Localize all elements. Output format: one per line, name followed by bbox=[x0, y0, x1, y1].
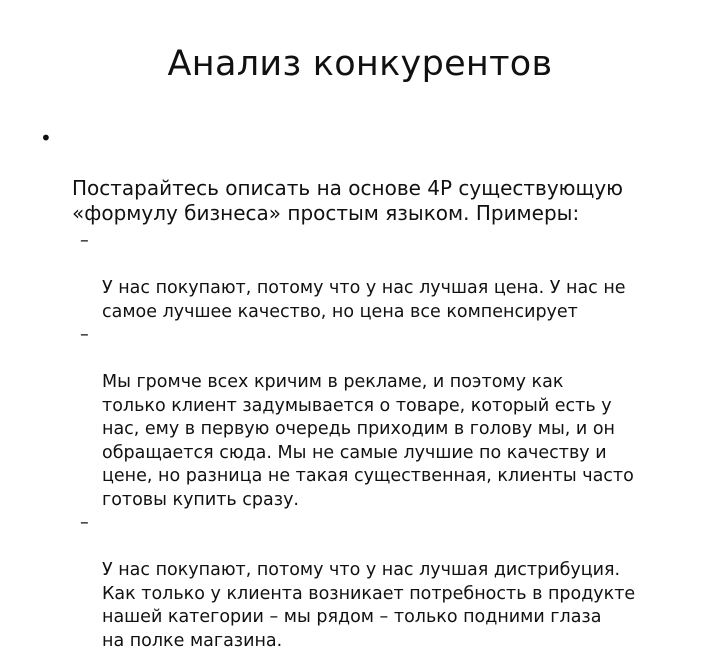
slide-body bbox=[36, 126, 686, 653]
sub-bullet-distribution bbox=[36, 512, 686, 653]
dash-marker: – bbox=[80, 325, 89, 345]
bullet-marker: • bbox=[40, 126, 52, 150]
main-bullet-text: Постарайтесь описать на основе 4Р существующую «формулу бизнеса» простым языком. Примеры: bbox=[72, 176, 623, 225]
sub-bullet-text: У нас покупают, потому что у нас лучшая цена. У нас не самое лучшее качество, но цена все компенсирует bbox=[102, 278, 626, 322]
sub-bullet-advertising bbox=[36, 324, 686, 512]
slide-title: Анализ конкурентов bbox=[167, 44, 553, 84]
dash-marker: – bbox=[80, 231, 89, 251]
sub-bullet-list bbox=[36, 230, 686, 653]
main-bullet bbox=[36, 126, 686, 226]
sub-bullet-text: Мы громче всех кричим в рекламе, и поэтому как только клиент задумывается о товаре, который есть у нас, ему в первую очередь приходим в голову мы, и он обращается сюда. Мы не самые лучшие по качеству и цене, но разница не такая существенная, клиенты часто готовы купить сразу. bbox=[102, 372, 634, 510]
sub-bullet-text: У нас покупают, потому что у нас лучшая дистрибуция. Как только у клиента возникает потребность в продукте нашей категории – мы рядом – только подними глаза на полке магазина. bbox=[102, 560, 636, 651]
sub-bullet-price bbox=[36, 230, 686, 324]
dash-marker: – bbox=[80, 513, 89, 533]
